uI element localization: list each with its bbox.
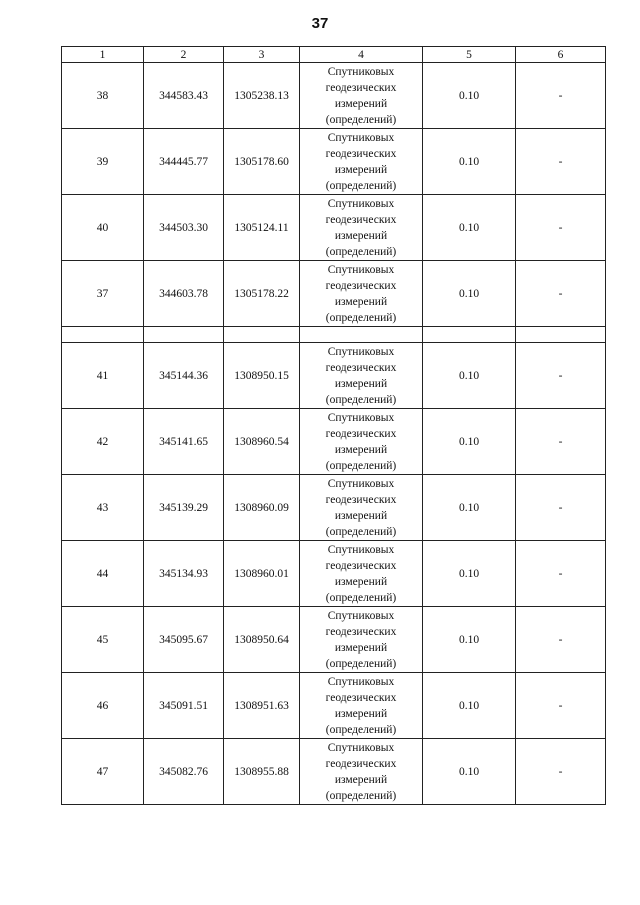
x-coordinate-cell: 345095.67 xyxy=(144,607,224,673)
method-line: измерений xyxy=(334,229,388,242)
column-header: 1 xyxy=(62,47,144,63)
method-line: измерений xyxy=(334,509,388,522)
y-coordinate-cell: 1308960.01 xyxy=(224,541,300,607)
accuracy-cell: 0.10 xyxy=(423,195,516,261)
y-coordinate-cell: 1308950.64 xyxy=(224,607,300,673)
method-line: (определений) xyxy=(325,591,397,604)
empty-cell xyxy=(144,327,224,343)
method-line: геодезических xyxy=(325,757,397,770)
method-line: измерений xyxy=(334,575,388,588)
column-header: 3 xyxy=(224,47,300,63)
method-cell xyxy=(300,673,423,739)
header-row xyxy=(62,47,606,63)
accuracy-cell: 0.10 xyxy=(423,343,516,409)
x-coordinate-cell: 345134.93 xyxy=(144,541,224,607)
method-line: Спутниковых xyxy=(327,741,395,754)
method-cell xyxy=(300,343,423,409)
separator-row xyxy=(62,327,606,343)
method-cell xyxy=(300,541,423,607)
column-header: 4 xyxy=(300,47,423,63)
note-cell: - xyxy=(516,195,606,261)
note-cell: - xyxy=(516,409,606,475)
method-line: Спутниковых xyxy=(327,675,395,688)
method-line: измерений xyxy=(334,641,388,654)
method-line: (определений) xyxy=(325,113,397,126)
point-number-cell: 38 xyxy=(62,63,144,129)
method-line: (определений) xyxy=(325,789,397,802)
x-coordinate-cell: 345139.29 xyxy=(144,475,224,541)
method-line: геодезических xyxy=(325,559,397,572)
method-line: геодезических xyxy=(325,691,397,704)
note-cell: - xyxy=(516,343,606,409)
y-coordinate-cell: 1308950.15 xyxy=(224,343,300,409)
method-line: Спутниковых xyxy=(327,65,395,78)
method-line: измерений xyxy=(334,443,388,456)
column-header: 2 xyxy=(144,47,224,63)
coordinates-table xyxy=(61,46,606,805)
point-number-cell: 43 xyxy=(62,475,144,541)
x-coordinate-cell: 345141.65 xyxy=(144,409,224,475)
note-cell: - xyxy=(516,541,606,607)
y-coordinate-cell: 1305238.13 xyxy=(224,63,300,129)
method-line: геодезических xyxy=(325,81,397,94)
table-row xyxy=(62,475,606,541)
accuracy-cell: 0.10 xyxy=(423,739,516,805)
y-coordinate-cell: 1308960.54 xyxy=(224,409,300,475)
note-cell: - xyxy=(516,739,606,805)
accuracy-cell: 0.10 xyxy=(423,607,516,673)
point-number-cell: 40 xyxy=(62,195,144,261)
method-cell xyxy=(300,739,423,805)
column-header: 6 xyxy=(516,47,606,63)
point-number-cell: 39 xyxy=(62,129,144,195)
table-row xyxy=(62,129,606,195)
x-coordinate-cell: 344503.30 xyxy=(144,195,224,261)
method-line: геодезических xyxy=(325,213,397,226)
empty-cell xyxy=(62,327,144,343)
method-cell xyxy=(300,261,423,327)
x-coordinate-cell: 345091.51 xyxy=(144,673,224,739)
method-cell xyxy=(300,129,423,195)
method-line: Спутниковых xyxy=(327,609,395,622)
method-cell xyxy=(300,475,423,541)
method-line: (определений) xyxy=(325,311,397,324)
method-cell xyxy=(300,607,423,673)
point-number-cell: 45 xyxy=(62,607,144,673)
y-coordinate-cell: 1308955.88 xyxy=(224,739,300,805)
note-cell: - xyxy=(516,673,606,739)
method-line: измерений xyxy=(334,707,388,720)
point-number-cell: 37 xyxy=(62,261,144,327)
x-coordinate-cell: 344603.78 xyxy=(144,261,224,327)
table-row xyxy=(62,673,606,739)
note-cell: - xyxy=(516,475,606,541)
y-coordinate-cell: 1305124.11 xyxy=(224,195,300,261)
method-line: (определений) xyxy=(325,179,397,192)
accuracy-cell: 0.10 xyxy=(423,409,516,475)
method-line: (определений) xyxy=(325,245,397,258)
table-row xyxy=(62,541,606,607)
accuracy-cell: 0.10 xyxy=(423,129,516,195)
note-cell: - xyxy=(516,261,606,327)
method-line: (определений) xyxy=(325,723,397,736)
method-cell xyxy=(300,63,423,129)
y-coordinate-cell: 1308960.09 xyxy=(224,475,300,541)
method-line: геодезических xyxy=(325,493,397,506)
method-line: Спутниковых xyxy=(327,477,395,490)
accuracy-cell: 0.10 xyxy=(423,673,516,739)
method-line: измерений xyxy=(334,773,388,786)
point-number-cell: 47 xyxy=(62,739,144,805)
x-coordinate-cell: 344583.43 xyxy=(144,63,224,129)
method-line: геодезических xyxy=(325,625,397,638)
y-coordinate-cell: 1308951.63 xyxy=(224,673,300,739)
empty-cell xyxy=(224,327,300,343)
method-line: Спутниковых xyxy=(327,543,395,556)
accuracy-cell: 0.10 xyxy=(423,261,516,327)
x-coordinate-cell: 344445.77 xyxy=(144,129,224,195)
table-row xyxy=(62,63,606,129)
point-number-cell: 42 xyxy=(62,409,144,475)
accuracy-cell: 0.10 xyxy=(423,475,516,541)
accuracy-cell: 0.10 xyxy=(423,541,516,607)
note-cell: - xyxy=(516,129,606,195)
method-line: геодезических xyxy=(325,147,397,160)
table-row xyxy=(62,739,606,805)
point-number-cell: 41 xyxy=(62,343,144,409)
note-cell: - xyxy=(516,607,606,673)
table-row xyxy=(62,409,606,475)
method-line: геодезических xyxy=(325,361,397,374)
x-coordinate-cell: 345144.36 xyxy=(144,343,224,409)
table-row xyxy=(62,343,606,409)
table-row xyxy=(62,195,606,261)
method-line: измерений xyxy=(334,295,388,308)
accuracy-cell: 0.10 xyxy=(423,63,516,129)
method-cell xyxy=(300,195,423,261)
method-line: измерений xyxy=(334,377,388,390)
method-line: Спутниковых xyxy=(327,263,395,276)
method-line: геодезических xyxy=(325,427,397,440)
empty-cell xyxy=(516,327,606,343)
method-line: Спутниковых xyxy=(327,131,395,144)
empty-cell xyxy=(300,327,423,343)
method-line: геодезических xyxy=(325,279,397,292)
point-number-cell: 44 xyxy=(62,541,144,607)
page-number: 37 xyxy=(311,15,329,32)
method-line: измерений xyxy=(334,97,388,110)
method-cell xyxy=(300,409,423,475)
table-row xyxy=(62,607,606,673)
column-header: 5 xyxy=(423,47,516,63)
y-coordinate-cell: 1305178.60 xyxy=(224,129,300,195)
table-row xyxy=(62,261,606,327)
method-line: измерений xyxy=(334,163,388,176)
y-coordinate-cell: 1305178.22 xyxy=(224,261,300,327)
method-line: Спутниковых xyxy=(327,411,395,424)
empty-cell xyxy=(423,327,516,343)
method-line: Спутниковых xyxy=(327,197,395,210)
point-number-cell: 46 xyxy=(62,673,144,739)
method-line: (определений) xyxy=(325,459,397,472)
method-line: (определений) xyxy=(325,657,397,670)
note-cell: - xyxy=(516,63,606,129)
method-line: Спутниковых xyxy=(327,345,395,358)
method-line: (определений) xyxy=(325,393,397,406)
x-coordinate-cell: 345082.76 xyxy=(144,739,224,805)
method-line: (определений) xyxy=(325,525,397,538)
